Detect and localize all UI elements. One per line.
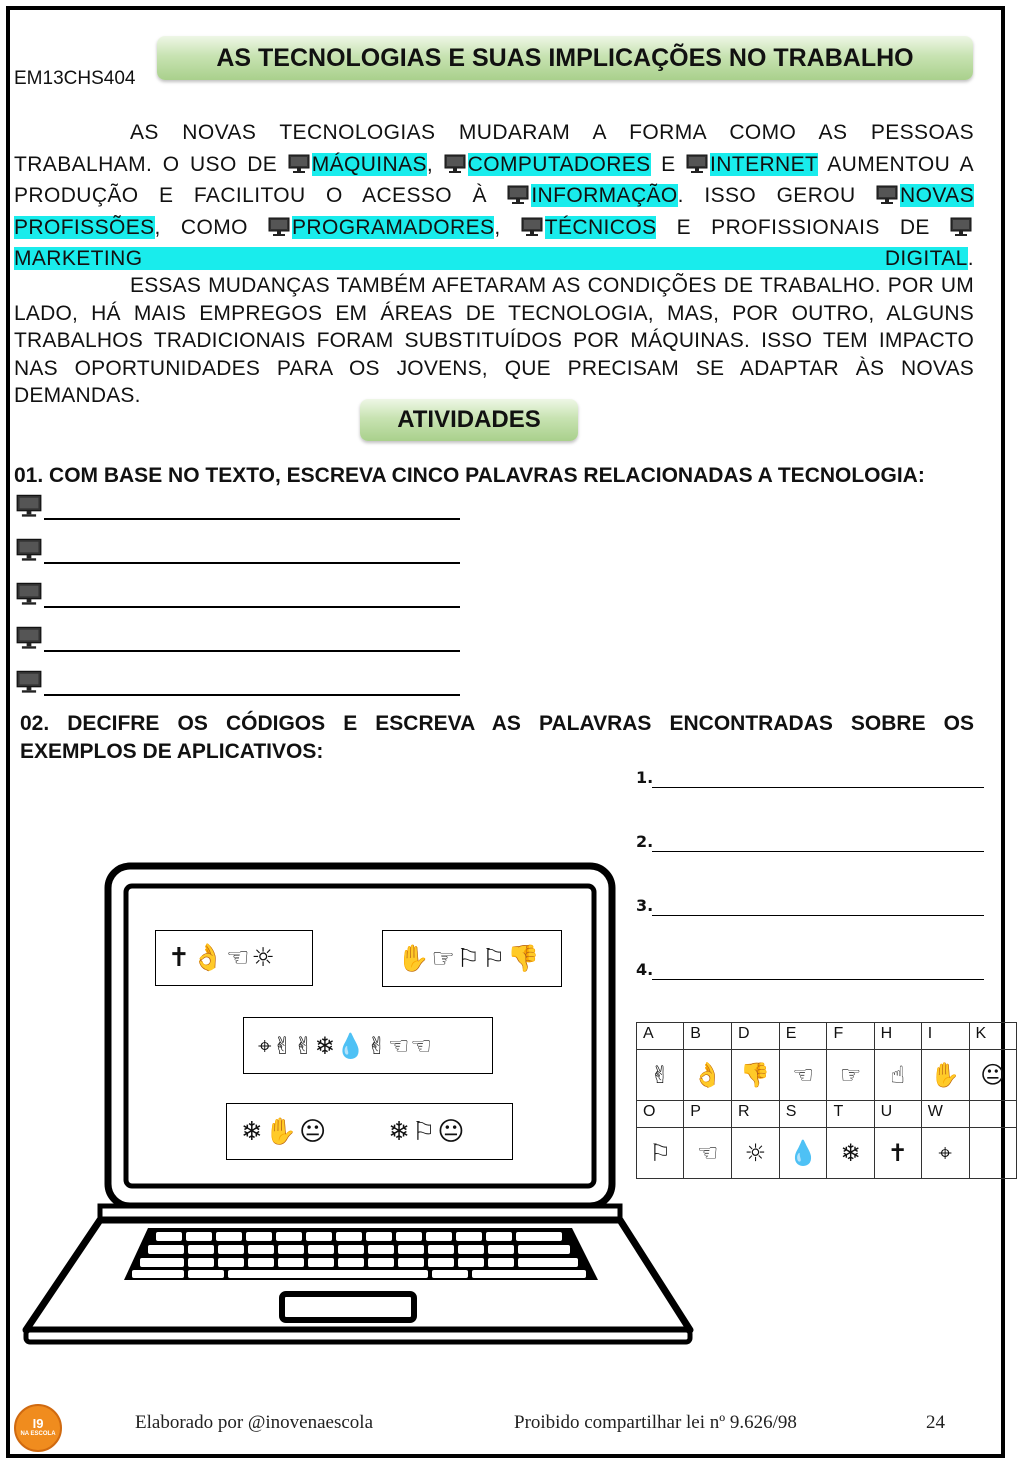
- key-symbol: ☼: [731, 1128, 779, 1179]
- key-letter: P: [684, 1101, 732, 1128]
- keyword-highlight: NOVAS PROFISSÕES: [14, 184, 974, 239]
- key-symbol: 💧: [779, 1128, 827, 1179]
- key-symbol: ✋: [921, 1050, 969, 1101]
- key-letter: O: [637, 1101, 684, 1128]
- answer-slot-1[interactable]: 1.: [636, 768, 984, 790]
- monitor-icon: [521, 217, 543, 237]
- key-letter: A: [637, 1023, 684, 1050]
- monitor-icon: [16, 494, 42, 518]
- question-1: 01. COM BASE NO TEXTO, ESCREVA CINCO PALAVRAS RELACIONADAS A TECNOLOGIA:: [14, 464, 925, 487]
- code-box-2: ✋☞⚐⚐👎: [382, 930, 562, 987]
- monitor-icon: [16, 538, 42, 562]
- answer-line-3[interactable]: [14, 582, 460, 608]
- key-symbol: 😐: [969, 1050, 1016, 1101]
- key-symbol: ☜: [779, 1050, 827, 1101]
- key-symbol: ☝: [874, 1050, 921, 1101]
- monitor-icon: [444, 154, 466, 174]
- logo-subtext: NA ESCOLA: [20, 1431, 56, 1437]
- skill-code: EM13CHS404: [14, 68, 136, 89]
- monitor-icon: [16, 582, 42, 606]
- touchpad: [282, 1294, 414, 1320]
- keyword-highlight: TÉCNICOS: [544, 215, 657, 239]
- code-word-4a: ❄✋😐: [241, 1116, 329, 1147]
- monitor-icon: [507, 185, 529, 205]
- second-paragraph: ESSAS MUDANÇAS TAMBÉM AFETARAM AS CONDIÇÕES DE TRABALHO. POR UM LADO, HÁ MAIS EMPREGOS EM ÁREAS DE TECNOLOGIA, MAS, POR OUTRO, ALGUNS TRABALHOS TRADICIONAIS FORAM SUBSTITUÍDOS POR MÁQUINAS. ISSO TEM IMPACTO NAS OPORTUNIDADES PARA OS JOVENS, QUE PRECISAM SE ADAPTAR ÀS NOVAS: [14, 274, 974, 380]
- second-paragraph-end: DEMANDAS.: [14, 384, 141, 407]
- key-letter: F: [827, 1023, 874, 1050]
- key-symbol: ☜: [684, 1128, 732, 1179]
- key-symbol: ☞: [827, 1050, 874, 1101]
- answer-slot-4[interactable]: 4.: [636, 960, 984, 982]
- intro-paragraph: AS NOVAS TECNOLOGIAS MUDARAM A FORMA COMO AS PESSOAS TRABALHAM. O USO DE MÁQUINAS, COMPUTADORES E INTERNET AUMENTOU A PRODUÇÃO E FACILITOU O ACESSO À INFORMAÇÃO. ISSO GEROU NOVAS PROFISSÕES, COMO PROGRAMADORES, TÉCNICOS E PROFISSIONAIS DE MARKETING DIGITAL.: [14, 121, 974, 270]
- key-symbol: 👌: [684, 1050, 732, 1101]
- brand-logo: [14, 1404, 62, 1452]
- key-letter: D: [731, 1023, 779, 1050]
- keyword-highlight: INTERNET: [710, 152, 818, 176]
- key-letter: I: [921, 1023, 969, 1050]
- footer-law-notice: Proibido compartilhar lei nº 9.626/98: [514, 1412, 797, 1433]
- key-letter: U: [874, 1101, 921, 1128]
- key-symbol: ❄: [827, 1128, 874, 1179]
- monitor-icon: [876, 185, 898, 205]
- code-box-3: ⌖✌✌❄💧✌☜☜: [243, 1017, 493, 1074]
- answer-line-2[interactable]: [14, 538, 460, 564]
- code-box-4: [226, 1103, 513, 1160]
- decoding-key-table: [636, 1022, 1017, 1179]
- keyword-highlight: COMPUTADORES: [467, 152, 651, 176]
- monitor-icon: [686, 154, 708, 174]
- key-symbol: 👎: [731, 1050, 779, 1101]
- code-word-4b: ❄⚐😐: [388, 1116, 467, 1147]
- key-symbol: ✌: [637, 1050, 684, 1101]
- key-letter: H: [874, 1023, 921, 1050]
- answer-line-1[interactable]: [14, 494, 460, 520]
- keyword-highlight: MÁQUINAS: [311, 152, 427, 176]
- key-symbol: ⌖: [921, 1128, 969, 1179]
- page-number: 24: [926, 1412, 945, 1433]
- key-letter: [969, 1101, 1016, 1128]
- monitor-icon: [950, 217, 972, 237]
- key-letter: T: [827, 1101, 874, 1128]
- key-letter: K: [969, 1023, 1016, 1050]
- key-symbol: ✝: [874, 1128, 921, 1179]
- key-letter: W: [921, 1101, 969, 1128]
- answer-slot-2[interactable]: 2.: [636, 832, 984, 854]
- activities-title: ATIVIDADES: [360, 399, 578, 441]
- key-letter: B: [684, 1023, 732, 1050]
- monitor-icon: [16, 670, 42, 694]
- answer-slot-3[interactable]: 3.: [636, 896, 984, 918]
- footer-author: Elaborado por @inovenaescola: [135, 1412, 374, 1433]
- keyword-highlight: INFORMAÇÃO: [531, 184, 678, 207]
- keyword-highlight: PROGRAMADORES: [291, 215, 495, 239]
- key-letter: R: [731, 1101, 779, 1128]
- key-symbol: ⚐: [637, 1128, 684, 1179]
- monitor-icon: [16, 626, 42, 650]
- key-letter: E: [779, 1023, 827, 1050]
- answer-line-4[interactable]: [14, 626, 460, 652]
- code-box-1: ✝👌☜☼: [155, 930, 313, 986]
- monitor-icon: [288, 154, 310, 174]
- question-2: 02. DECIFRE OS CÓDIGOS E ESCREVA AS PALAVRAS ENCONTRADAS SOBRE OS EXEMPLOS DE APLICATIVOS:: [20, 712, 974, 763]
- key-letter: S: [779, 1101, 827, 1128]
- page-title: AS TECNOLOGIAS E SUAS IMPLICAÇÕES NO TRABALHO: [157, 36, 973, 80]
- keyword-highlight: MARKETING DIGITAL: [14, 247, 968, 270]
- answer-line-5[interactable]: [14, 670, 460, 696]
- monitor-icon: [268, 217, 290, 237]
- logo-text: I9: [32, 1416, 44, 1431]
- key-symbol: [969, 1128, 1016, 1179]
